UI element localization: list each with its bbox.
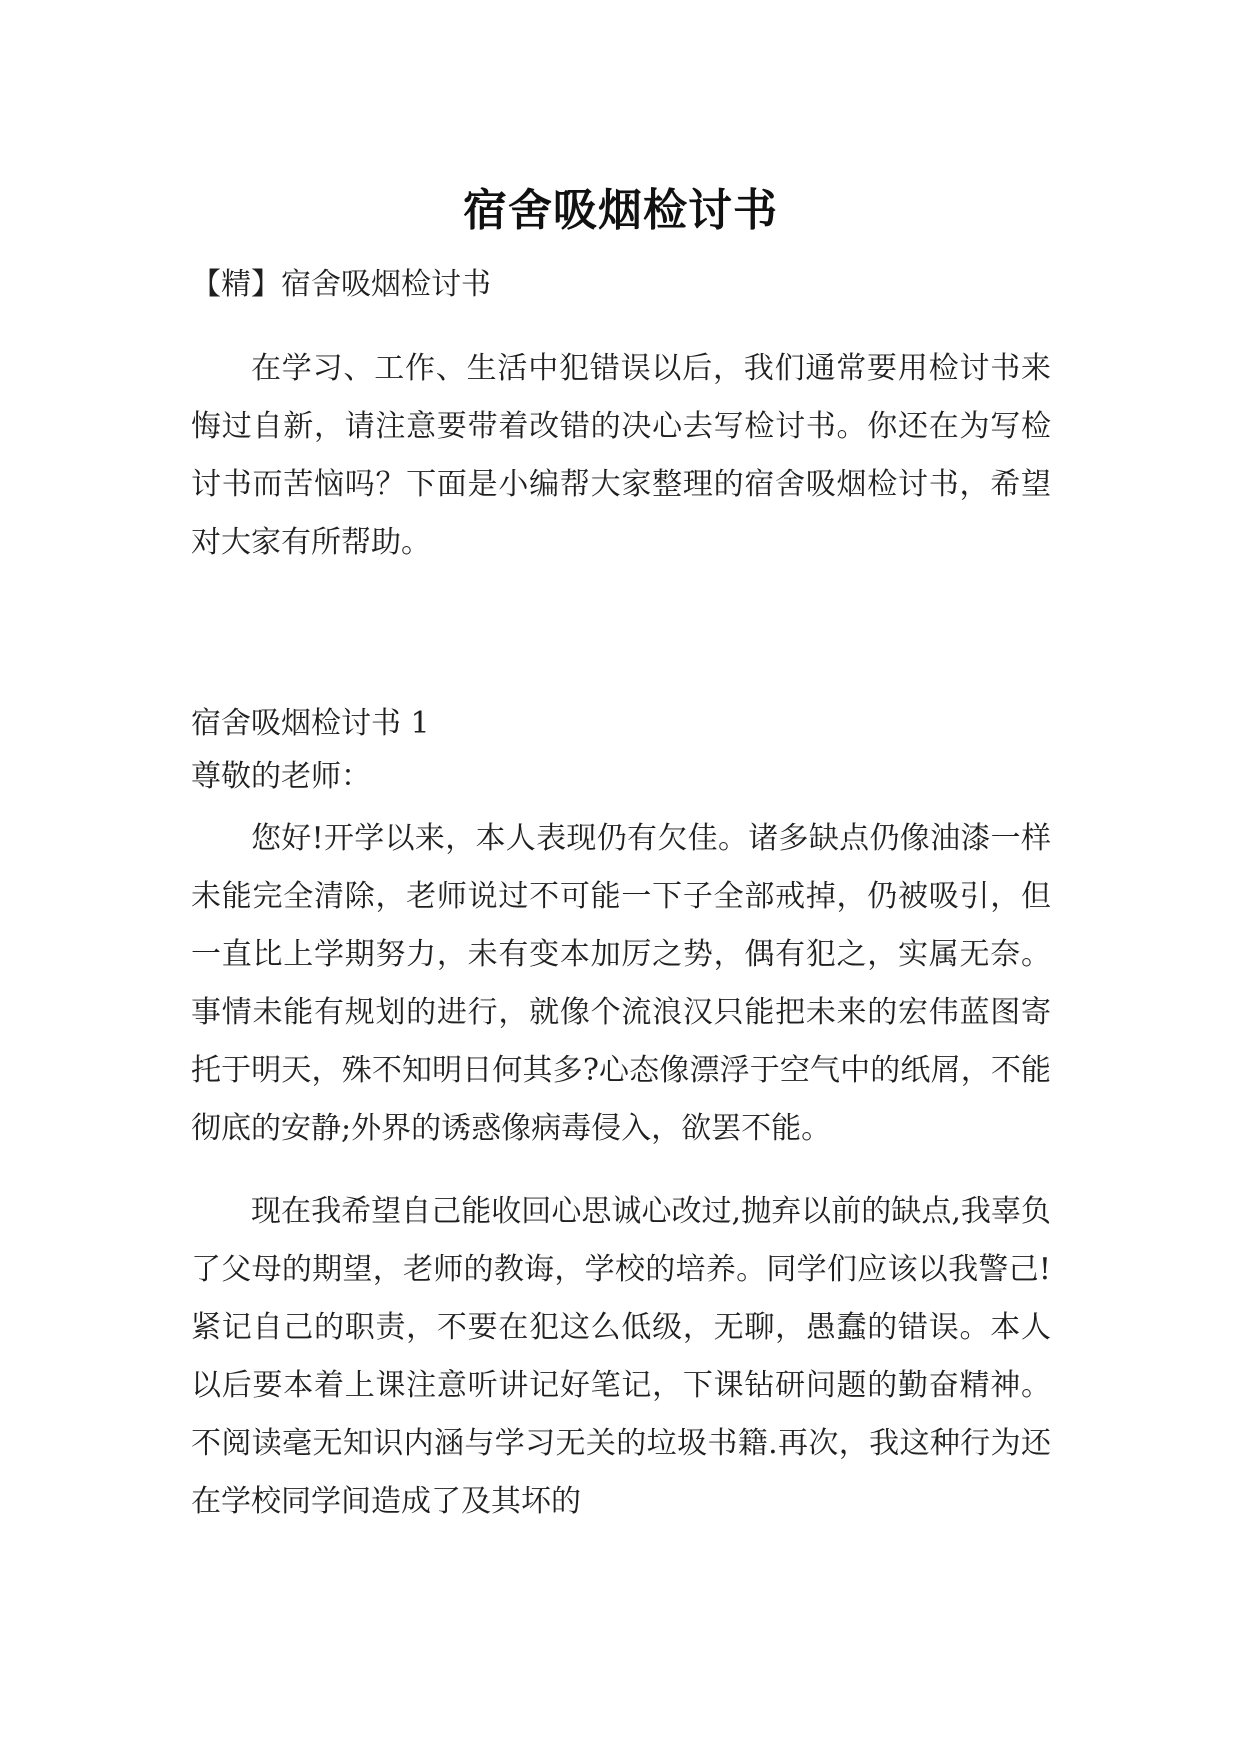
section-heading: 宿舍吸烟检讨书 1 xyxy=(191,706,430,741)
document-title: 宿舍吸烟检讨书 xyxy=(463,185,778,237)
body-paragraph-2: 现在我希望自己能收回心思诚心改过,抛弃以前的缺点,我辜负了父母的期望，老师的教诲，学校的培养。同学们应该以我警己!紧记自己的职责，不要在犯这么低级，无聊，愚蠢的错误。本人以后要本着上课注意听讲记好笔记，下课钻研问题的勤奋精神。不阅读毫无知识内涵与学习无关的垃圾书籍.再次，我这种行为还在学校同学间造成了及其坏的 xyxy=(191,1194,1051,1519)
body-paragraph-1: 您好!开学以来，本人表现仍有欠佳。诸多缺点仍像油漆一样未能完全清除，老师说过不可能一下子全部戒掉，仍被吸引，但一直比上学期努力，未有变本加厉之势，偶有犯之，实属无奈。事情未能有规划的进行，就像个流浪汉只能把未来的宏伟蓝图寄托于明天，殊不知明日何其多?心态像漂浮于空气中的纸屑，不能彻底的安静;外界的诱惑像病毒侵入，欲罢不能。 xyxy=(191,821,1051,1146)
salutation: 尊敬的老师： xyxy=(191,759,371,794)
intro-paragraph: 在学习、工作、生活中犯错误以后，我们通常要用检讨书来悔过自新，请注意要带着改错的决心去写检讨书。你还在为写检讨书而苦恼吗？下面是小编帮大家整理的宿舍吸烟检讨书，希望对大家有所帮助。 xyxy=(191,351,1051,560)
document-subtitle: 【精】宿舍吸烟检讨书 xyxy=(191,267,491,302)
